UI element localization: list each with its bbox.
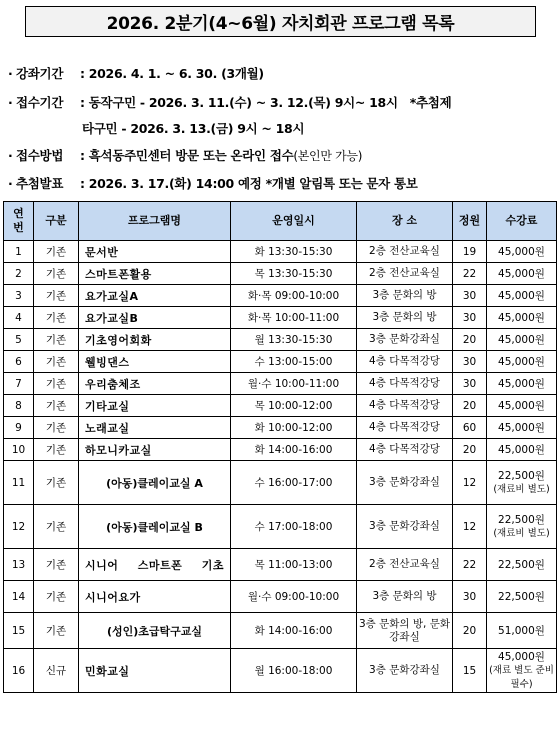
cell-capacity: 30 [453, 285, 487, 307]
cell-schedule: 월·수 10:00-11:00 [231, 373, 357, 395]
info-period: · 강좌기간 : 2026. 4. 1. ~ 6. 30. (3개월) [8, 66, 264, 81]
cell-place: 4층 다목적강당 [357, 439, 453, 461]
cell-fee [487, 373, 557, 395]
cell-schedule: 화 14:00-16:00 [231, 613, 357, 649]
cell-program-name: 시니어요가 [79, 581, 231, 613]
table-row [4, 329, 557, 351]
header-no: 연번 [4, 202, 34, 241]
cell-place: 3층 문화의 방 [357, 285, 453, 307]
table-row [4, 581, 557, 613]
cell-type: 기존 [34, 373, 79, 395]
table-row [4, 263, 557, 285]
cell-fee [487, 263, 557, 285]
info-reception: · 접수기간 : 동작구민 - 2026. 3. 11.(수) ~ 3. 12.(목) 9시~ 18시 *추첨제 [8, 95, 452, 110]
cell-no: 6 [4, 351, 34, 373]
cell-program-name: 기초영어회화 [79, 329, 231, 351]
fee-amount: 45,000원 [498, 356, 545, 368]
header-type: 구분 [34, 202, 79, 241]
cell-place: 4층 다목적강당 [357, 417, 453, 439]
cell-type: 기존 [34, 351, 79, 373]
cell-no: 11 [4, 461, 34, 505]
table-row [4, 351, 557, 373]
cell-program-name: 웰빙댄스 [79, 351, 231, 373]
cell-fee [487, 549, 557, 581]
cell-schedule: 수 13:00-15:00 [231, 351, 357, 373]
info-method: · 접수방법 : 흑석동주민센터 방문 또는 온라인 접수(본인만 가능) [8, 148, 363, 163]
cell-fee [487, 649, 557, 693]
header-schedule: 운영일시 [231, 202, 357, 241]
cell-no: 13 [4, 549, 34, 581]
table-row [4, 373, 557, 395]
cell-capacity: 22 [453, 263, 487, 285]
cell-schedule: 화 14:00-16:00 [231, 439, 357, 461]
cell-capacity: 30 [453, 581, 487, 613]
cell-place: 3층 문화강좌실 [357, 461, 453, 505]
table-header-row [4, 202, 557, 241]
cell-capacity: 30 [453, 351, 487, 373]
cell-no: 7 [4, 373, 34, 395]
cell-program-name: 문서반 [79, 241, 231, 263]
cell-schedule: 화 13:30-15:30 [231, 241, 357, 263]
table-row [4, 285, 557, 307]
fee-amount: 22,500원 [498, 591, 545, 603]
table-row [4, 439, 557, 461]
cell-no: 2 [4, 263, 34, 285]
cell-fee [487, 351, 557, 373]
cell-program-name: 민화교실 [79, 649, 231, 693]
cell-schedule: 화·목 09:00-10:00 [231, 285, 357, 307]
fee-note: (재료비 별도) [493, 528, 550, 539]
cell-program-name: 요가교실A [79, 285, 231, 307]
cell-capacity: 22 [453, 549, 487, 581]
cell-fee [487, 417, 557, 439]
cell-program-name: 노래교실 [79, 417, 231, 439]
fee-amount: 45,000원 [498, 422, 545, 434]
cell-place: 2층 전산교육실 [357, 241, 453, 263]
fee-note: (재료 별도 준비 필수) [489, 665, 554, 690]
fee-amount: 45,000원 [498, 246, 545, 258]
cell-type: 기존 [34, 329, 79, 351]
cell-no: 4 [4, 307, 34, 329]
cell-type: 기존 [34, 285, 79, 307]
table-row [4, 613, 557, 649]
fee-amount: 45,000원 [498, 444, 545, 456]
cell-fee [487, 285, 557, 307]
table-row [4, 417, 557, 439]
cell-capacity: 12 [453, 505, 487, 549]
cell-place: 4층 다목적강당 [357, 395, 453, 417]
cell-fee [487, 613, 557, 649]
cell-fee [487, 329, 557, 351]
cell-place: 4층 다목적강당 [357, 373, 453, 395]
cell-schedule: 월 13:30-15:30 [231, 329, 357, 351]
cell-type: 기존 [34, 461, 79, 505]
cell-type: 기존 [34, 581, 79, 613]
info-draw: · 추첨발표 : 2026. 3. 17.(화) 14:00 예정 *개별 알림톡 또는 문자 통보 [8, 176, 418, 191]
cell-fee [487, 307, 557, 329]
cell-capacity: 20 [453, 439, 487, 461]
cell-schedule: 화·목 10:00-11:00 [231, 307, 357, 329]
cell-schedule: 목 13:30-15:30 [231, 263, 357, 285]
info-reception-other: 타구민 - 2026. 3. 13.(금) 9시 ~ 18시 [82, 121, 305, 136]
cell-schedule: 월 16:00-18:00 [231, 649, 357, 693]
fee-amount: 22,500원 [498, 514, 545, 526]
cell-type: 기존 [34, 307, 79, 329]
cell-capacity: 12 [453, 461, 487, 505]
cell-schedule: 화 10:00-12:00 [231, 417, 357, 439]
fee-amount: 22,500원 [498, 559, 545, 571]
cell-capacity: 30 [453, 307, 487, 329]
cell-no: 9 [4, 417, 34, 439]
fee-amount: 45,000원 [498, 400, 545, 412]
cell-schedule: 목 10:00-12:00 [231, 395, 357, 417]
cell-program-name: 기타교실 [79, 395, 231, 417]
cell-type: 기존 [34, 505, 79, 549]
cell-program-name: 우리춤체조 [79, 373, 231, 395]
table-row [4, 241, 557, 263]
cell-fee [487, 395, 557, 417]
table-row [4, 307, 557, 329]
cell-type: 기존 [34, 439, 79, 461]
cell-place: 3층 문화의 방, 문화강좌실 [357, 613, 453, 649]
table-row [4, 549, 557, 581]
fee-amount: 45,000원 [498, 268, 545, 280]
cell-no: 5 [4, 329, 34, 351]
fee-amount: 51,000원 [498, 625, 545, 637]
cell-capacity: 60 [453, 417, 487, 439]
cell-place: 4층 다목적강당 [357, 351, 453, 373]
cell-no: 8 [4, 395, 34, 417]
cell-fee [487, 461, 557, 505]
cell-schedule: 월·수 09:00-10:00 [231, 581, 357, 613]
cell-type: 기존 [34, 395, 79, 417]
cell-capacity: 19 [453, 241, 487, 263]
header-fee: 수강료 [487, 202, 557, 241]
cell-schedule: 수 17:00-18:00 [231, 505, 357, 549]
cell-place: 3층 문화강좌실 [357, 329, 453, 351]
header-place: 장 소 [357, 202, 453, 241]
cell-no: 14 [4, 581, 34, 613]
cell-place: 2층 전산교육실 [357, 263, 453, 285]
cell-program-name: (아동)클레이교실 A [79, 461, 231, 505]
cell-capacity: 30 [453, 373, 487, 395]
cell-program-name: (아동)클레이교실 B [79, 505, 231, 549]
cell-type: 기존 [34, 417, 79, 439]
table-row [4, 649, 557, 693]
cell-no: 3 [4, 285, 34, 307]
cell-program-name: 스마트폰활용 [79, 263, 231, 285]
fee-amount: 45,000원 [498, 378, 545, 390]
cell-program-name: 하모니카교실 [79, 439, 231, 461]
header-capacity: 정원 [453, 202, 487, 241]
fee-amount: 45,000원 [498, 312, 545, 324]
cell-place: 2층 전산교육실 [357, 549, 453, 581]
header-name: 프로그램명 [79, 202, 231, 241]
cell-fee [487, 241, 557, 263]
cell-schedule: 목 11:00-13:00 [231, 549, 357, 581]
cell-place: 3층 문화의 방 [357, 307, 453, 329]
cell-schedule: 수 16:00-17:00 [231, 461, 357, 505]
cell-no: 15 [4, 613, 34, 649]
cell-capacity: 15 [453, 649, 487, 693]
cell-no: 16 [4, 649, 34, 693]
cell-place: 3층 문화강좌실 [357, 505, 453, 549]
cell-type: 기존 [34, 613, 79, 649]
cell-no: 10 [4, 439, 34, 461]
cell-program-name: 요가교실B [79, 307, 231, 329]
fee-amount: 45,000원 [498, 651, 545, 663]
cell-no: 12 [4, 505, 34, 549]
fee-note: (재료비 별도) [493, 484, 550, 495]
fee-amount: 22,500원 [498, 470, 545, 482]
cell-place: 3층 문화의 방 [357, 581, 453, 613]
table-row [4, 505, 557, 549]
cell-type: 기존 [34, 263, 79, 285]
cell-capacity: 20 [453, 329, 487, 351]
cell-fee [487, 439, 557, 461]
fee-amount: 45,000원 [498, 290, 545, 302]
program-table [3, 201, 557, 693]
table-row [4, 395, 557, 417]
cell-type: 기존 [34, 549, 79, 581]
cell-fee [487, 581, 557, 613]
cell-type: 기존 [34, 241, 79, 263]
cell-place: 3층 문화강좌실 [357, 649, 453, 693]
table-row [4, 461, 557, 505]
cell-no: 1 [4, 241, 34, 263]
cell-fee [487, 505, 557, 549]
cell-type: 신규 [34, 649, 79, 693]
cell-capacity: 20 [453, 613, 487, 649]
page-title: 2026. 2분기(4~6월) 자치회관 프로그램 목록 [25, 6, 536, 37]
cell-program-name: (성인)초급탁구교실 [79, 613, 231, 649]
cell-program-name: 시니어 스마트폰 기초 [79, 549, 231, 581]
fee-amount: 45,000원 [498, 334, 545, 346]
cell-capacity: 20 [453, 395, 487, 417]
